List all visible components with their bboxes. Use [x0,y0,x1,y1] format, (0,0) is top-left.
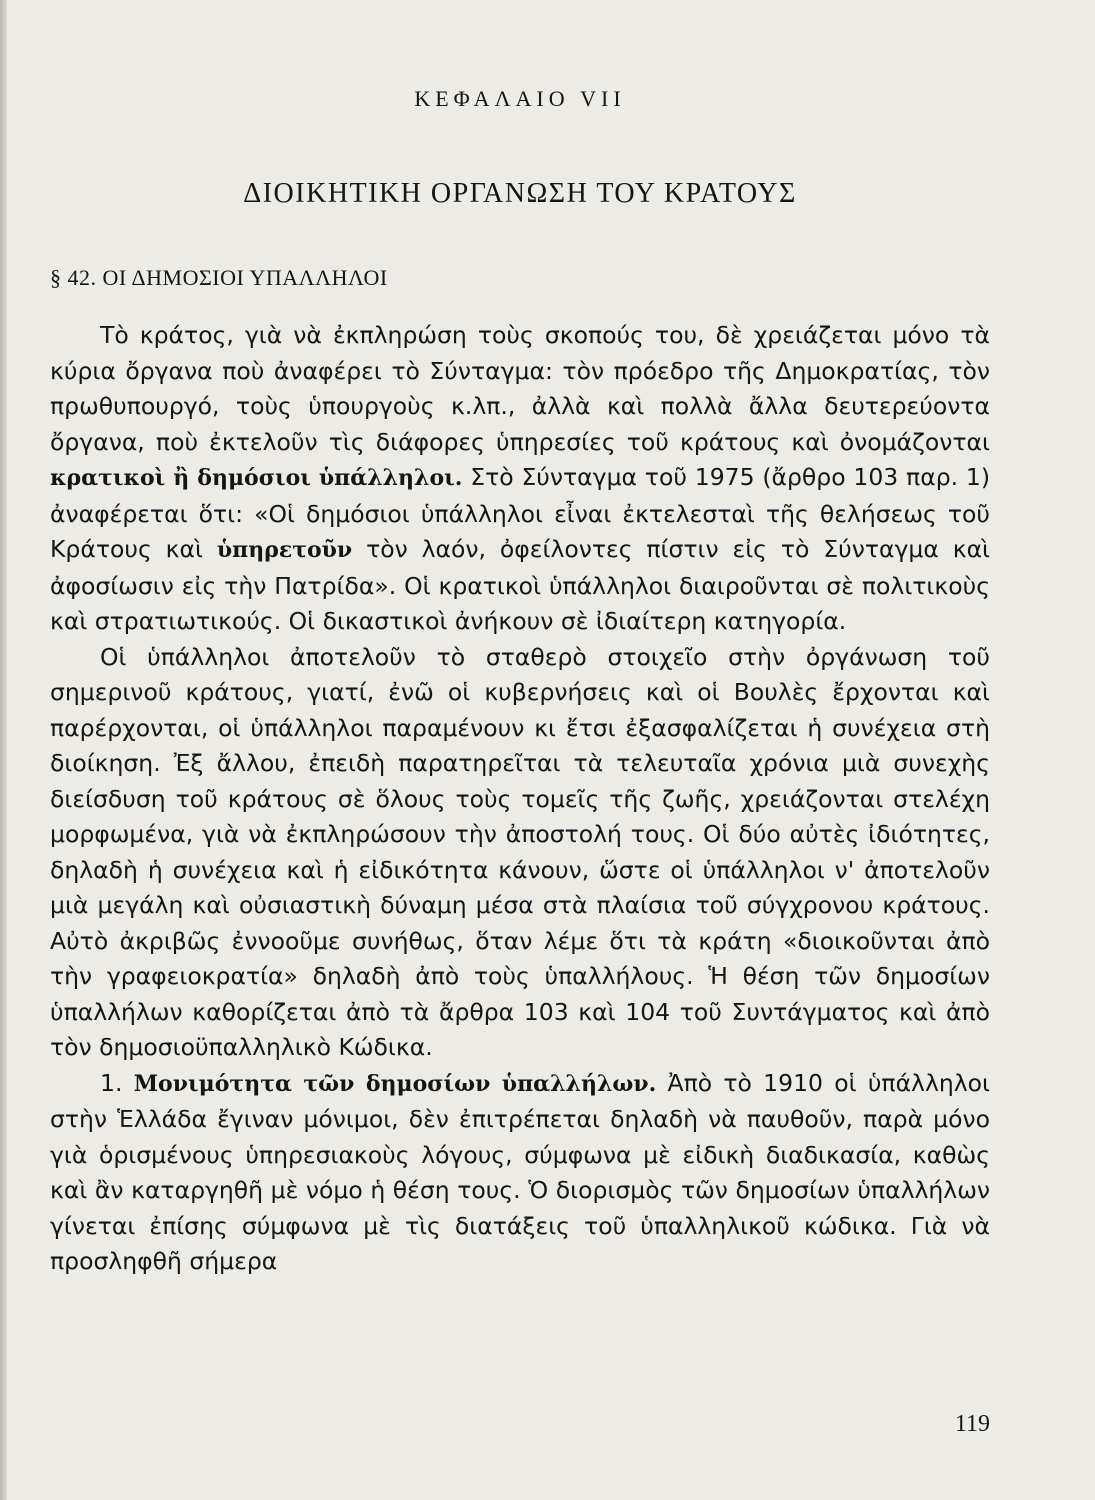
paragraph-2: Οἱ ὑπάλληλοι ἀποτελοῦν τὸ σταθερὸ στοιχεῖο στὴν ὀργάνωση τοῦ σημερινοῦ κράτους, γιατί, ἐνῶ οἱ κυβερνήσεις καὶ οἱ Βουλὲς ἔρχονται καὶ παρέρχονται, οἱ ὑπάλληλοι παραμένουν κι ἔτσι ἐξασφαλίζεται ἡ συνέχεια στὴ διοίκηση. Ἐξ ἄλλου, ἐπειδὴ παρατηρεῖται τὰ τελευταῖα χρόνια μιὰ συνεχὴς διείσδυση τοῦ κράτους σὲ ὅλους τοὺς τομεῖς τῆς ζωῆς, χρειάζονται στελέχη μορφωμένα, γιὰ νὰ ἐκπληρώσουν τὴν ἀποστολή τους. Οἱ δύο αὐτὲς ἰδιότητες, δηλαδὴ ἡ συνέχεια καὶ ἡ εἰδικότητα κάνουν, ὥστε οἱ ὑπάλληλοι ν' ἀποτελοῦν μιὰ μεγάλη καὶ οὐσιαστικὴ δύναμη μέσα στὰ πλαίσια τοῦ σύγχρονου κράτους. Αὐτὸ ἀκριβῶς ἐννοοῦμε συνήθως, ὅταν λέμε ὅτι τὰ κράτη «διοικοῦνται ἀπὸ τὴν γραφειοκρατία» δηλαδὴ ἀπὸ τοὺς ὑπαλλήλους. Ἡ θέση τῶν δημοσίων ὑπαλλήλων καθορίζεται ἀπὸ τὰ ἄρθρα 103 καὶ 104 τοῦ Συντάγματος καὶ ἀπὸ τὸν δημοσιοϋπαλληλικὸ Κώδικα. [50,642,990,1061]
paragraph-1-bold-verb: ὑπηρετοῦν [216,537,353,563]
paragraph-1-text-c: Στὸ Σύνταγμα τοῦ 1975 (ἄρθρο 103 παρ. 1) ἀναφέρεται ὅτι: «Οἱ δημόσιοι ὑπάλληλοι εἶναι ἐκτελεσταὶ τῆς θελήσεως τοῦ Κράτους καὶ [50,463,990,563]
chapter-heading: ΚΕΦΑΛΑΙΟ VII [414,86,626,111]
paragraph-1-text-a: Τὸ κράτος, γιὰ νὰ ἐκπληρώση τοὺς σκοπούς του, δὲ χρειάζεται μόνο τὰ κύρια ὄργανα ποὺ ἀναφέρει τὸ Σύνταγμα: τὸν πρόεδρο τῆς Δημοκρατίας, τὸν πρωθυπουργό, τοὺς ὑπουργοὺς κ.λπ., ἀλλὰ καὶ πολλὰ ἄλλα δευτερεύοντα ὄργανα, ποὺ ἐκτελοῦν τὶς διάφορες ὑπηρεσίες τοῦ κράτους καὶ ὀνομάζονται [50,321,990,456]
page-spine-shadow [0,0,7,1500]
paragraph-1-bold-term: κρατικοὶ ἢ δημόσιοι ὑπάλληλοι. [50,465,463,491]
section-heading: § 42. ΟΙ ΔΗΜΟΣΙΟΙ ΥΠΑΛΛΗΛΟΙ [50,265,388,290]
paragraph-1 [50,318,990,640]
page-title: ΔΙΟΙΚΗΤΙΚΗ ΟΡΓΑΝΩΣΗ ΤΟΥ ΚΡΑΤΟΥΣ [243,178,797,209]
page-number: 119 [954,1411,990,1437]
paragraph-3-bold-heading: Μονιμότητα τῶν δημοσίων ὑπαλλήλων. [133,1070,657,1097]
book-page [50,80,990,1460]
paragraph-1-text-e: τὸν λαόν, ὀφείλοντες πίστιν εἰς τὸ Σύνταγμα καὶ ἀφοσίωσιν εἰς τὴν Πατρίδα». Οἱ κρατικοὶ ὑπάλληλοι διαιροῦνται σὲ πολιτικοὺς καὶ στρατιωτικούς. Οἱ δικαστικοὶ ἀνήκουν σὲ ἰδιαίτερη κατηγορία. [50,535,991,635]
paragraph-3-text: Ἀπὸ τὸ 1910 οἱ ὑπάλληλοι στὴν Ἑλλάδα ἔγιναν μόνιμοι, δὲν ἐπιτρέπεται δηλαδὴ νὰ παυθοῦν, παρὰ μόνο γιὰ ὁρισμένους ὑπηρεσιακοὺς λόγους, σύμφωνα μὲ εἰδικὴ διαδικασία, καθὼς καὶ ἂν καταργηθῆ μὲ νόμο ἡ θέση τους. Ὁ διορισμὸς τῶν δημοσίων ὑπαλλήλων γίνεται ἐπίσης σύμφωνα μὲ τὶς διατάξεις τοῦ ὑπαλληλικοῦ κώδικα. Γιὰ νὰ προσληφθῆ σήμερα [50,1068,991,1275]
paragraph-3-number: 1. [100,1068,134,1097]
paragraph-3 [50,1066,990,1280]
body-text [50,318,990,1280]
